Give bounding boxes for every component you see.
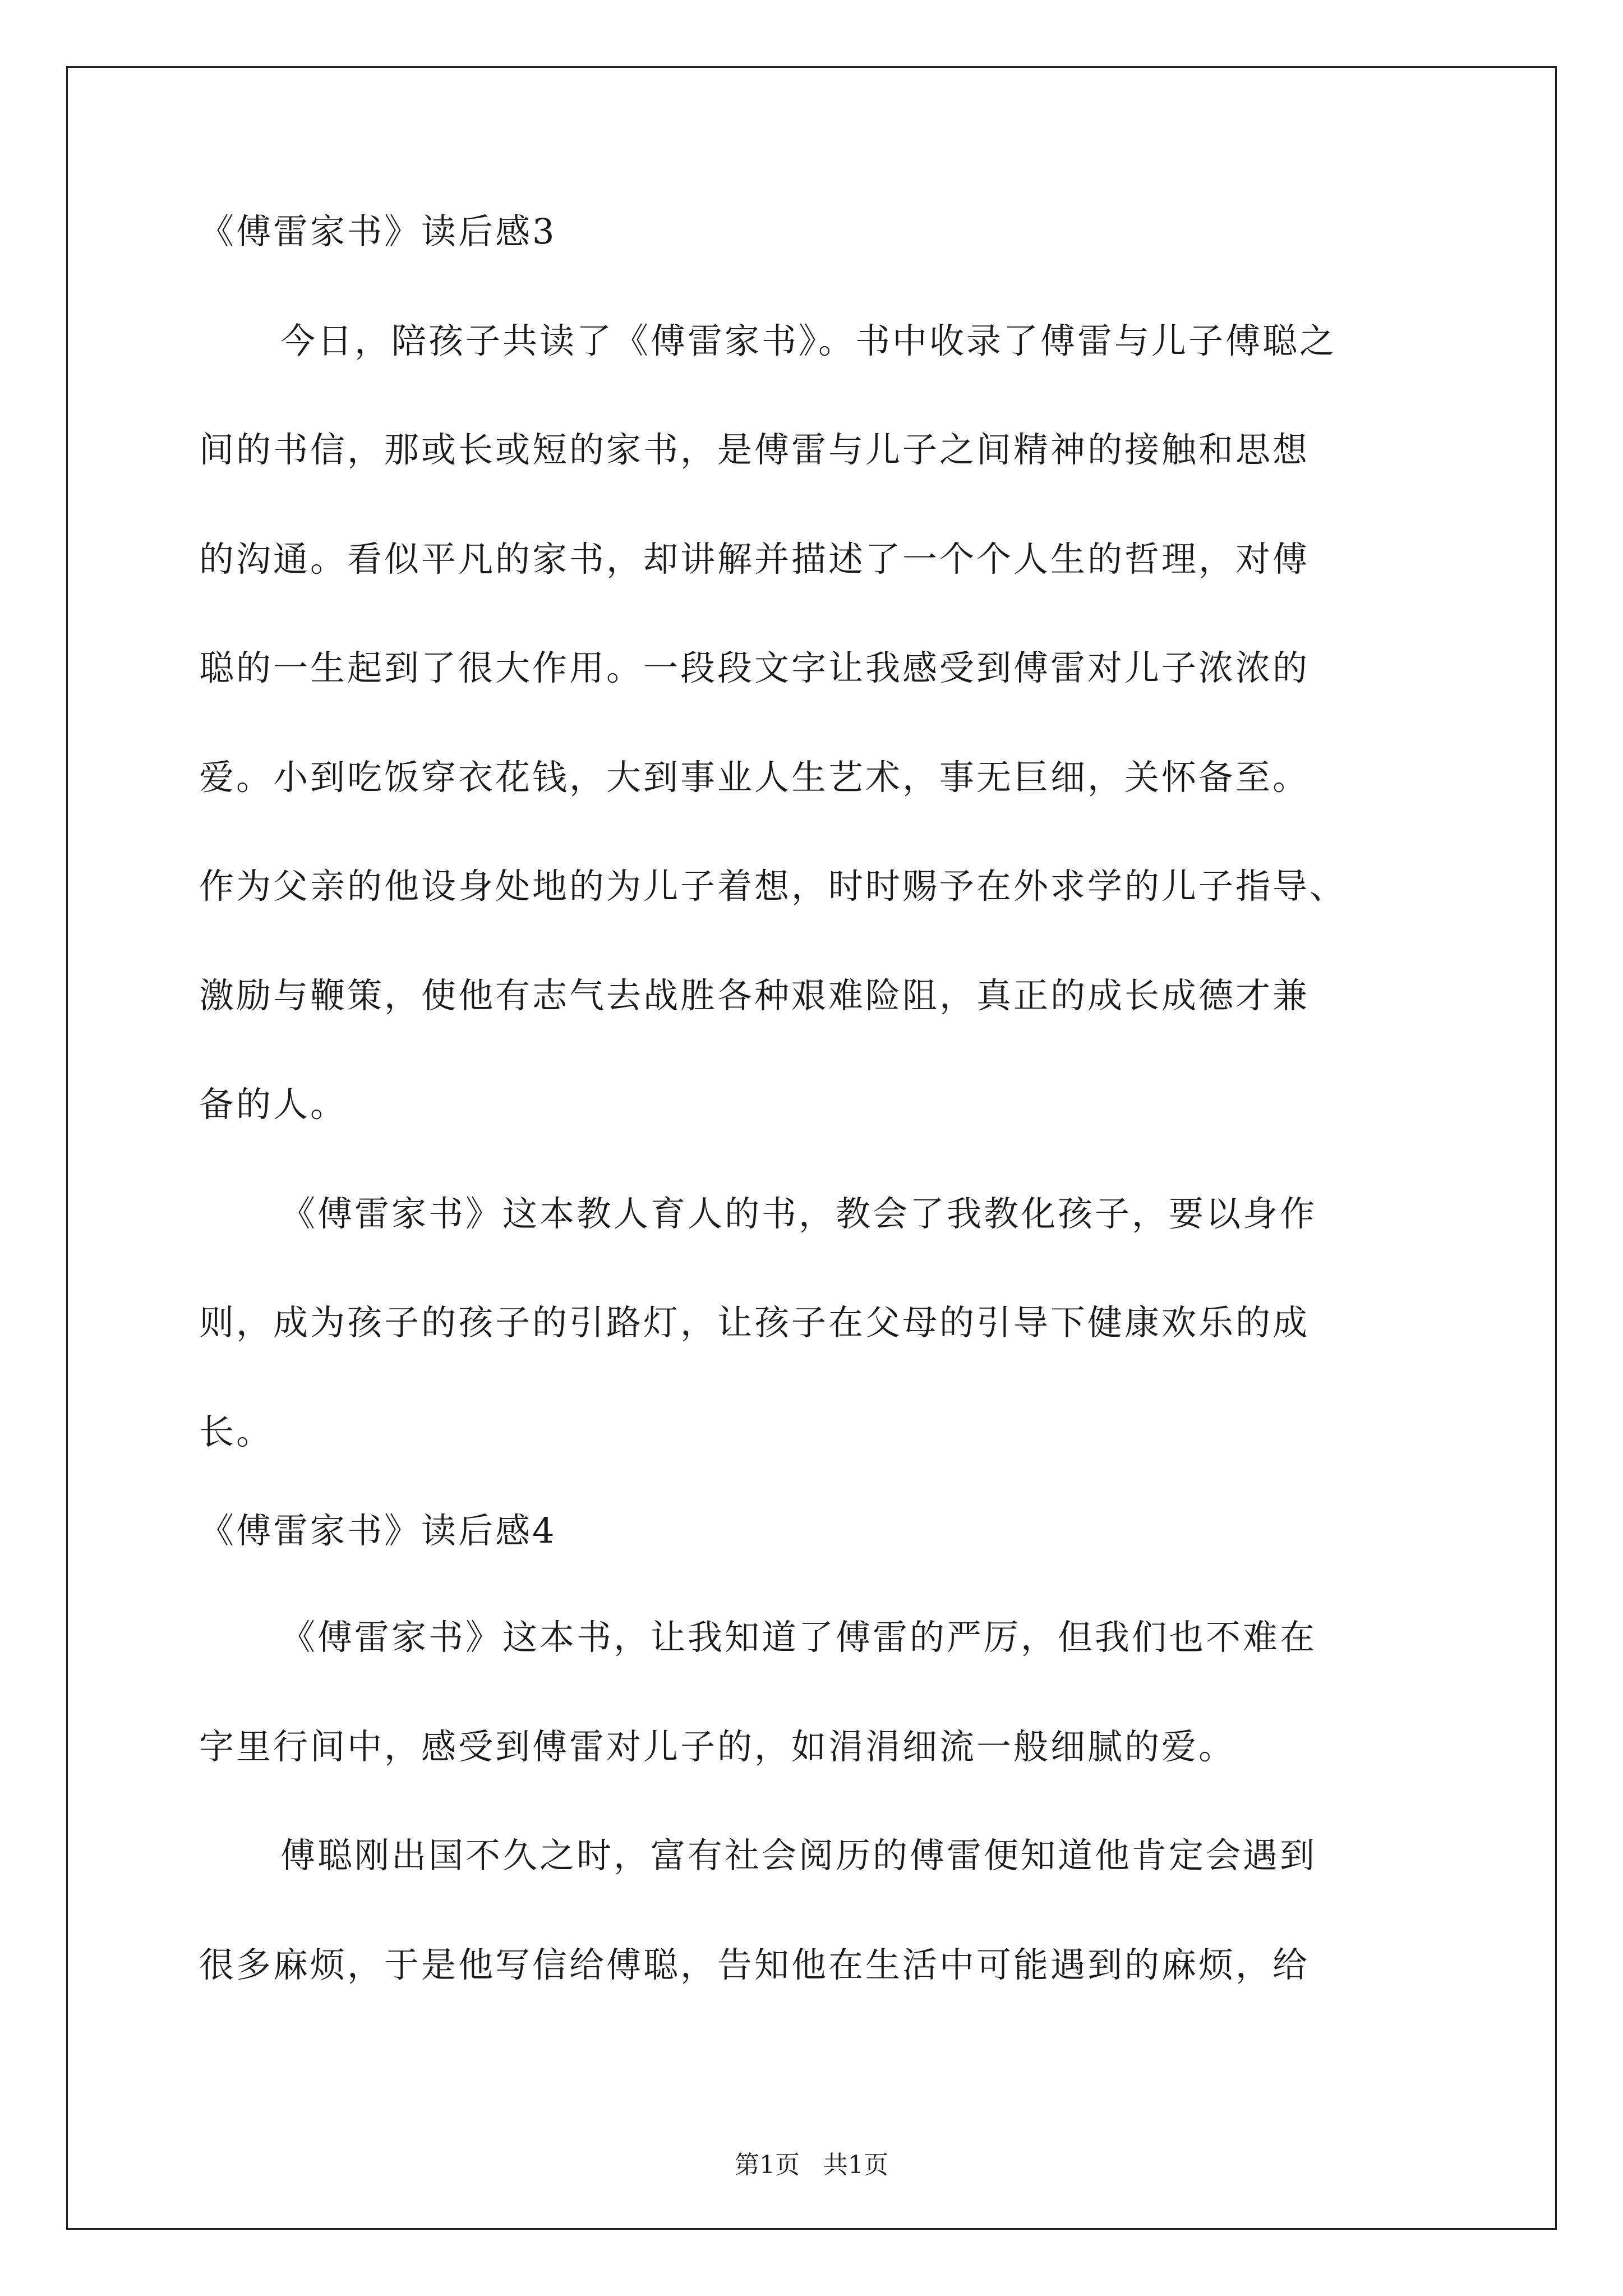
page-border [66, 66, 1557, 2230]
section-heading: 《傅雷家书》读后感3 [199, 211, 557, 252]
paragraph-line: 激励与鞭策，使他有志气去战胜各种艰难险阻，真正的成长成德才兼 [199, 975, 1310, 1016]
section-heading: 《傅雷家书》读后感4 [199, 1510, 557, 1551]
paragraph-line: 爱。小到吃饭穿衣花钱，大到事业人生艺术，事无巨细，关怀备至。 [199, 757, 1310, 798]
paragraph-line: 则，成为孩子的孩子的引路灯，让孩子在父母的引导下健康欢乐的成 [199, 1302, 1310, 1343]
paragraph-line: 今日，陪孩子共读了《傅雷家书》。书中收录了傅雷与儿子傅聪之 [280, 320, 1337, 361]
paragraph-line: 长。 [199, 1411, 274, 1452]
paragraph-line: 《傅雷家书》这本书，让我知道了傅雷的严厉，但我们也不难在 [280, 1617, 1317, 1658]
page-number-footer: 第1页 共1页 [735, 2151, 888, 2179]
paragraph-line: 的沟通。看似平凡的家书，却讲解并描述了一个个人生的哲理，对傅 [199, 539, 1310, 579]
paragraph-line: 傅聪刚出国不久之时，富有社会阅历的傅雷便知道他肯定会遇到 [280, 1835, 1317, 1876]
paragraph-line: 作为父亲的他设身处地的为儿子着想，时时赐予在外求学的儿子指导、 [199, 866, 1347, 907]
paragraph-line: 间的书信，那或长或短的家书，是傅雷与儿子之间精神的接触和思想 [199, 429, 1310, 470]
paragraph-line: 很多麻烦，于是他写信给傅聪，告知他在生活中可能遇到的麻烦，给 [199, 1944, 1310, 1985]
paragraph-line: 字里行间中，感受到傅雷对儿子的，如涓涓细流一般细腻的爱。 [199, 1726, 1236, 1767]
paragraph-line: 《傅雷家书》这本教人育人的书，教会了我教化孩子，要以身作 [280, 1193, 1317, 1234]
paragraph-line: 聪的一生起到了很大作用。一段段文字让我感受到傅雷对儿子浓浓的 [199, 647, 1310, 688]
paragraph-line: 备的人。 [199, 1084, 348, 1125]
